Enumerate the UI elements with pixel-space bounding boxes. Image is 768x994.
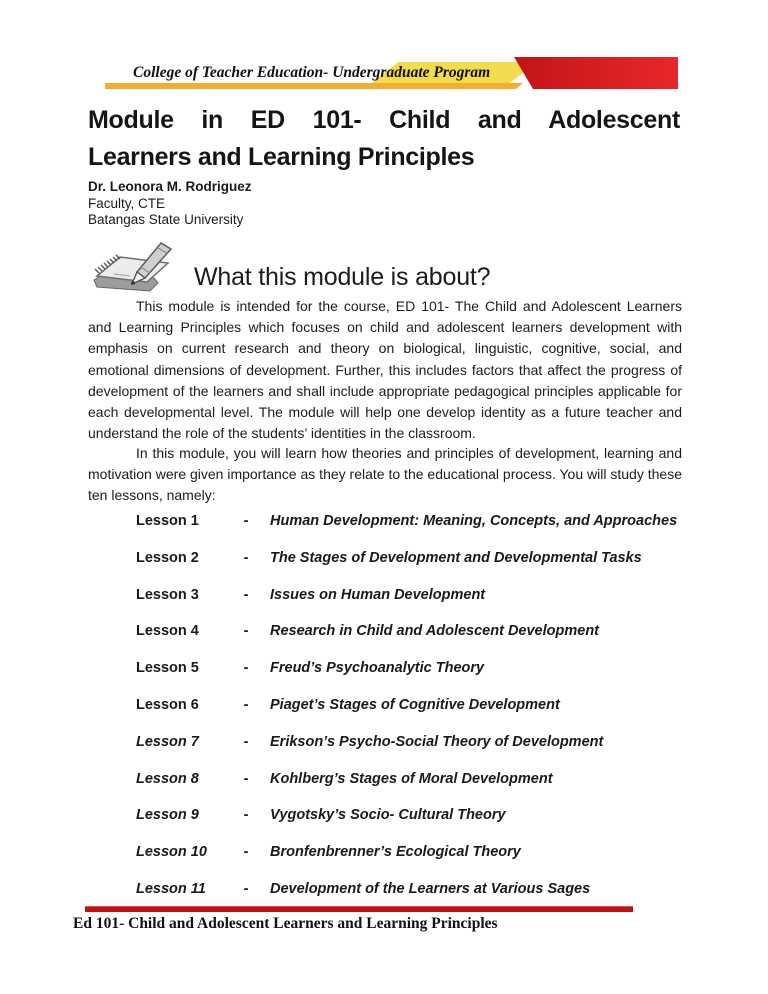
lesson-dash: - (243, 880, 249, 897)
lesson-dash: - (243, 770, 249, 787)
lesson-label: Lesson 2 (136, 549, 199, 566)
lesson-label: Lesson 7 (136, 733, 199, 750)
lesson-label: Lesson 3 (136, 586, 199, 603)
banner-orange-underline (105, 83, 523, 89)
lesson-label: Lesson 9 (136, 807, 199, 824)
lesson-dash: - (243, 844, 249, 861)
lesson-title: Erikson’s Psycho-Social Theory of Development (270, 733, 604, 750)
module-title (88, 102, 680, 176)
lesson-title: Freud’s Psychoanalytic Theory (270, 660, 485, 677)
lesson-row (136, 839, 682, 876)
lesson-dash: - (243, 696, 249, 713)
lesson-row (136, 582, 682, 619)
section-heading: What this module is about? (194, 263, 491, 291)
intro-paragraph-1: This module is intended for the course, ED 101- The Child and Adolescent Learners and Learning Principles which focuses on child and adolescent learners development with emphasis on current research and theory on biological, linguistic, cognitive, social, and emotional dimensions of development. Further, this includes factors that affect the progress of development of the learners and shall include appropriate pedagogical principles applicable for each developmental level. The module will help one develop identity as a future teacher and understand the role of the students’ identities in the classroom. (88, 298, 682, 442)
lesson-label: Lesson 10 (136, 844, 207, 861)
intro-paragraph-2: In this module, you will learn how theories and principles of development, learning and motivation were given importance as they relate to the educational process. You will study these ten lessons, namely: (88, 445, 682, 504)
footer-red-rule (85, 906, 633, 912)
lesson-title: Human Development: Meaning, Concepts, and Approaches (270, 513, 678, 529)
lesson-row (136, 508, 682, 545)
module-title-line2: Learners and Learning Principles (88, 143, 475, 171)
lesson-dash: - (243, 733, 249, 750)
author-position: Faculty, CTE (88, 195, 166, 211)
lesson-row (136, 545, 682, 582)
lesson-dash: - (243, 586, 249, 603)
author-institution: Batangas State University (88, 212, 244, 227)
lesson-dash: - (243, 513, 249, 529)
lesson-row (136, 729, 682, 766)
lesson-dash: - (243, 549, 249, 566)
lesson-dash: - (243, 807, 249, 824)
lessons-list (136, 508, 682, 913)
program-banner-text: College of Teacher Education- Undergraduate Program (133, 64, 491, 81)
lesson-dash: - (243, 623, 249, 640)
lesson-label: Lesson 4 (136, 623, 199, 640)
lesson-title: Research in Child and Adolescent Development (270, 623, 600, 640)
lesson-label: Lesson 6 (136, 696, 199, 713)
lesson-row (136, 692, 682, 729)
lesson-label: Lesson 1 (136, 513, 199, 529)
author-block (88, 179, 252, 229)
banner-red-shape (514, 57, 678, 89)
lesson-title: Vygotsky’s Socio- Cultural Theory (270, 807, 506, 824)
lesson-row (136, 766, 682, 803)
lesson-title: The Stages of Development and Developmental Tasks (270, 549, 642, 566)
notepad-pencil-icon (84, 240, 190, 303)
module-title-line1: Module in ED 101- Child and Adolescent (88, 106, 680, 134)
lesson-title: Kohlberg’s Stages of Moral Development (270, 770, 553, 787)
author-name: Dr. Leonora M. Rodriguez (88, 179, 252, 194)
lesson-title: Piaget’s Stages of Cognitive Development (270, 696, 560, 713)
lesson-label: Lesson 8 (136, 770, 199, 787)
lesson-dash: - (243, 660, 249, 677)
lesson-title: Issues on Human Development (270, 586, 486, 603)
lesson-row (136, 618, 682, 655)
lesson-row (136, 802, 682, 839)
lesson-title: Development of the Learners at Various Sages (270, 880, 591, 897)
lesson-label: Lesson 5 (136, 660, 199, 677)
lesson-title: Bronfenbrenner’s Ecological Theory (270, 844, 521, 861)
lesson-row (136, 655, 682, 692)
lesson-label: Lesson 11 (136, 880, 206, 897)
footer-course-title: Ed 101- Child and Adolescent Learners and Learning Principles (73, 915, 498, 932)
